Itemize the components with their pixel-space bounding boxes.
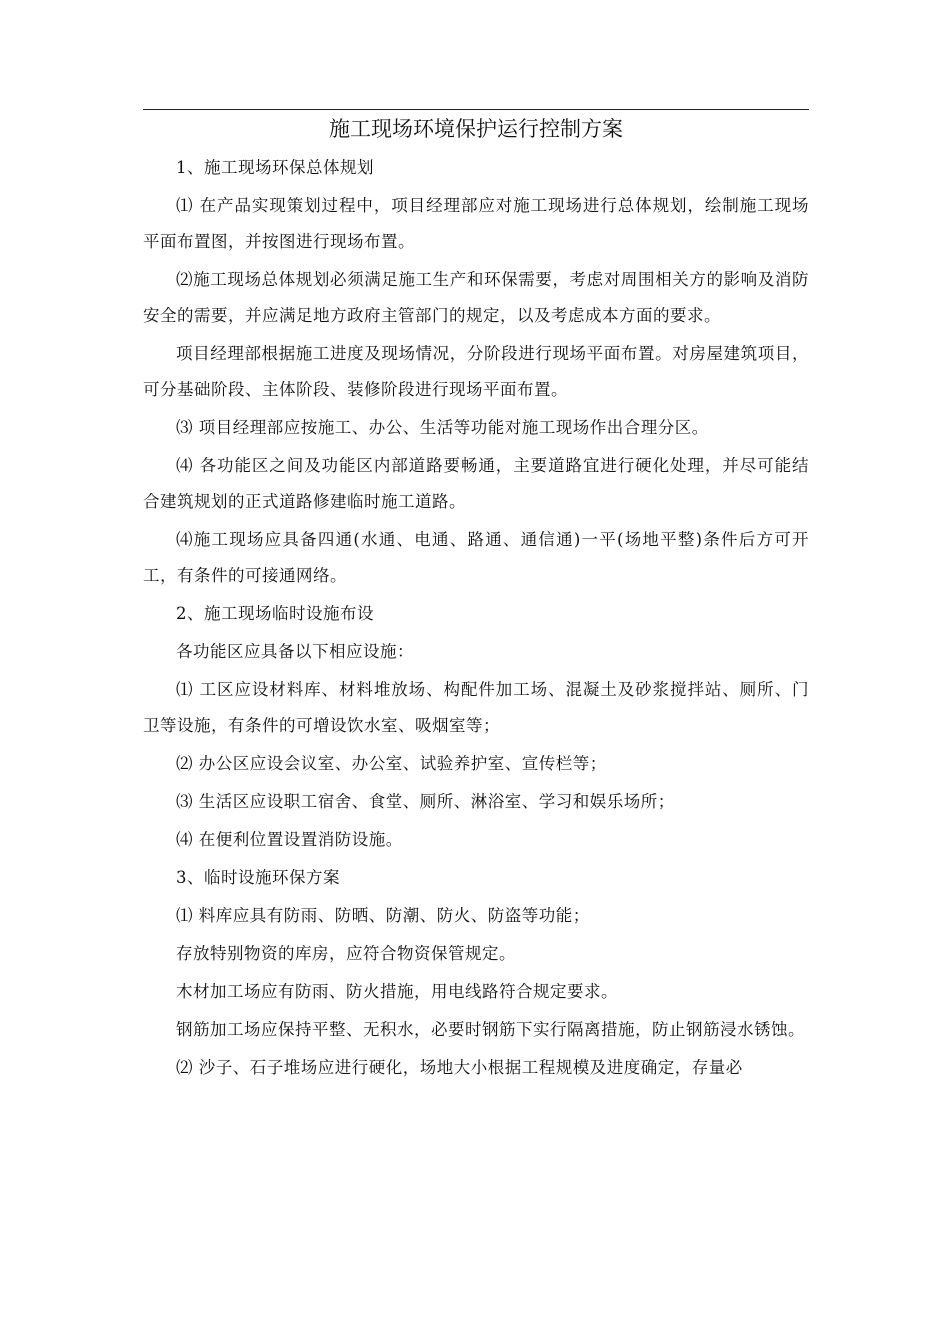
paragraph: 项目经理部根据施工进度及现场情况，分阶段进行现场平面布置。对房屋建筑项目，可分基础阶段、主体阶段、装修阶段进行现场平面布置。 [143, 344, 809, 399]
paragraph: ⑴ 工区应设材料库、材料堆放场、构配件加工场、混凝土及砂浆搅拌站、厕所、门卫等设施，有条件的可增设饮水室、吸烟室等； [143, 680, 809, 735]
document-title: 施工现场环境保护运行控制方案 [329, 117, 623, 141]
paragraph: 钢筋加工场应保持平整、无积水，必要时钢筋下实行隔离措施，防止钢筋浸水锈蚀。 [176, 1020, 805, 1039]
section-heading-3: 3、临时设施环保方案 [176, 868, 340, 887]
paragraph: ⑷ 在便利位置设置消防设施。 [176, 830, 403, 849]
paragraph: ⑴ 在产品实现策划过程中，项目经理部应对施工现场进行总体规划，绘制施工现场平面布置图，并按图进行现场布置。 [143, 196, 809, 251]
paragraph: ⑷施工现场应具备四通(水通、电通、路通、通信通)一平(场地平整)条件后方可开工，有条件的可接通网络。 [143, 530, 809, 585]
header-rule [143, 109, 809, 110]
paragraph: ⑵ 办公区应设会议室、办公室、试验养护室、宣传栏等； [176, 754, 607, 773]
paragraph: ⑵ 沙子、石子堆场应进行硬化，场地大小根据工程规模及进度确定，存量必 [176, 1058, 743, 1077]
paragraph: ⑶ 项目经理部应按施工、办公、生活等功能对施工现场作出合理分区。 [176, 418, 709, 437]
paragraph: ⑴ 料库应具有防雨、防晒、防潮、防火、防盗等功能； [176, 906, 590, 925]
section-heading-2: 2、施工现场临时设施布设 [176, 604, 374, 623]
paragraph: 木材加工场应有防雨、防火措施，用电线路符合规定要求。 [176, 982, 618, 1001]
paragraph: ⑶ 生活区应设职工宿舍、食堂、厕所、淋浴室、学习和娱乐场所； [176, 792, 675, 811]
paragraph: ⑵施工现场总体规划必须满足施工生产和环保需要，考虑对周围相关方的影响及消防安全的需要，并应满足地方政府主管部门的规定，以及考虑成本方面的要求。 [143, 270, 809, 325]
paragraph: 各功能区应具备以下相应设施： [176, 642, 414, 661]
paragraph: 存放特别物资的库房，应符合物资保管规定。 [176, 944, 516, 963]
document-body [143, 150, 809, 1088]
paragraph: ⑷ 各功能区之间及功能区内部道路要畅通，主要道路宜进行硬化处理，并尽可能结合建筑规划的正式道路修建临时施工道路。 [143, 456, 809, 511]
section-heading-1: 1、施工现场环保总体规划 [176, 158, 374, 177]
